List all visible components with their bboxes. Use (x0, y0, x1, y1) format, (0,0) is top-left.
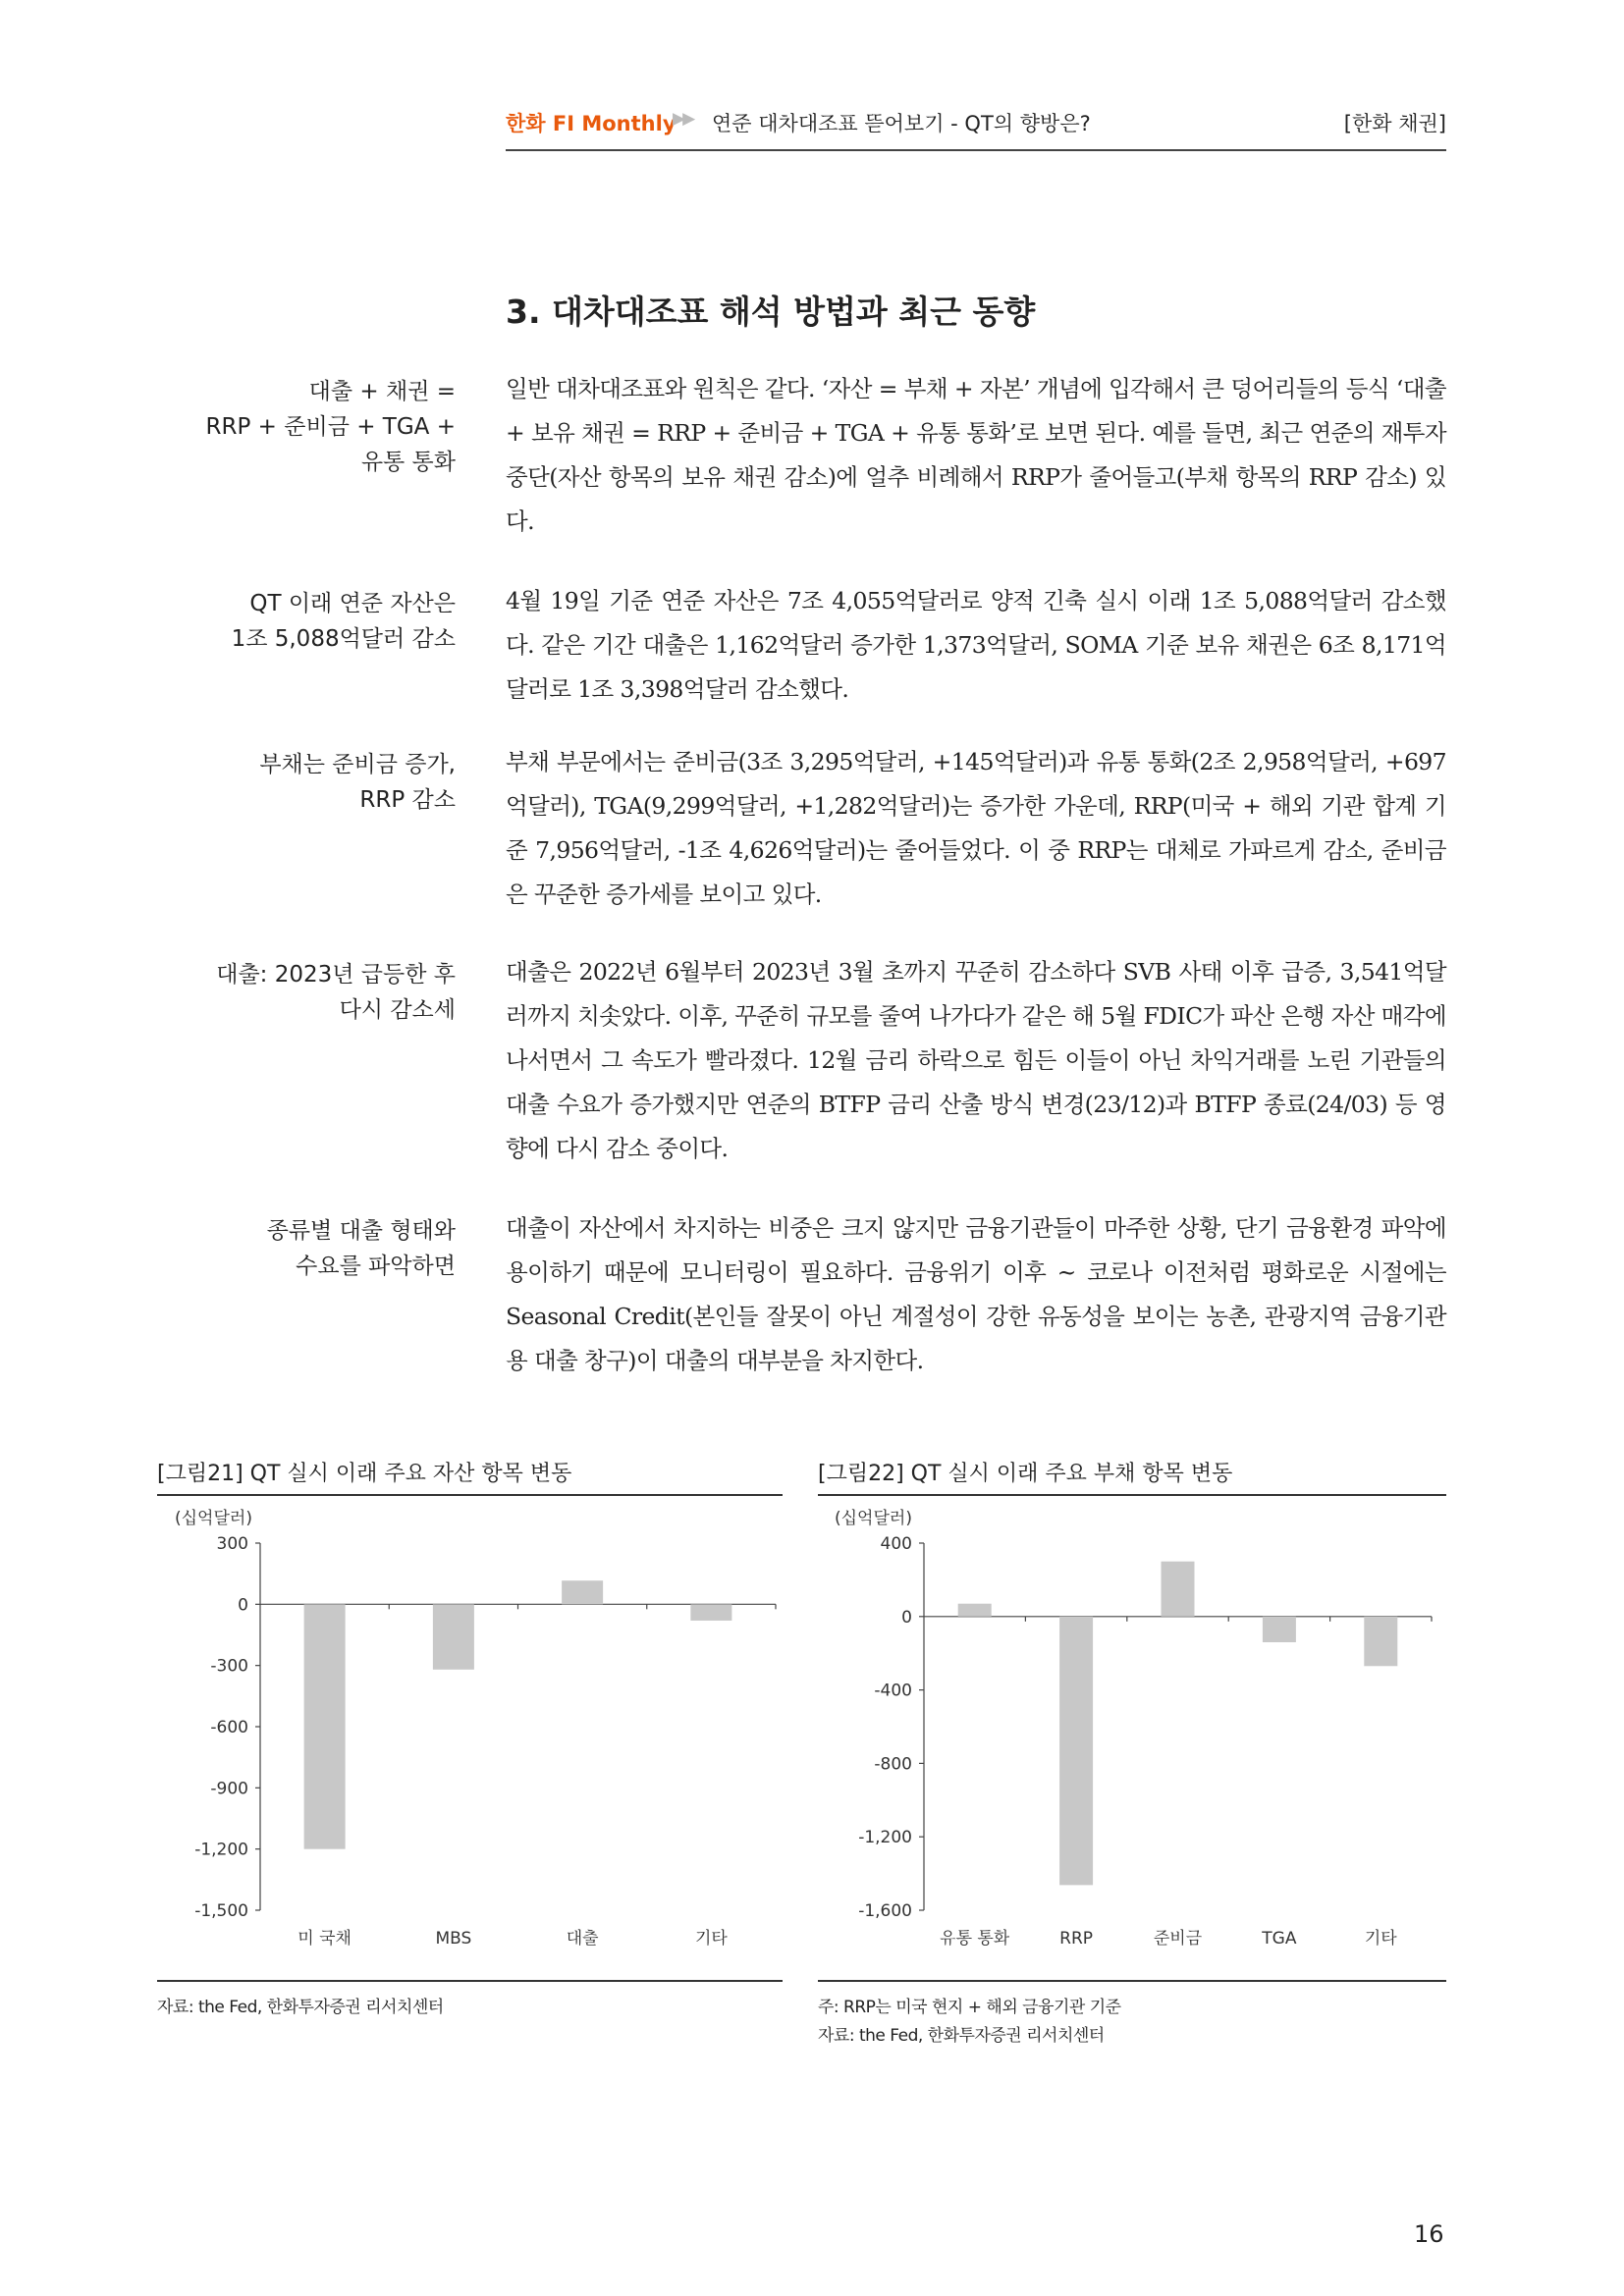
body-paragraph-2: 4월 19일 기준 연준 자산은 7조 4,055억달러로 양적 긴축 실시 이래 1조 5,088억달러 감소했다. 같은 기간 대출은 1,162억달러 증가한 1,373억달러, SOMA 기준 보유 채권은 6조 8,171억달러로 1조 3,398억달러 감소했다. (506, 587, 1446, 703)
figure-21-top-rule (157, 1494, 783, 1496)
chart-category-label: 기타 (694, 1929, 728, 1949)
figure-22-note: 주: RRP는 미국 현지 + 해외 금융기관 기준 (818, 1998, 1121, 2017)
chart-unit-label: (십억달러) (175, 1509, 252, 1528)
chart-bar (304, 1604, 346, 1848)
side-summary-5 (161, 1213, 456, 1284)
chart-bar (433, 1604, 474, 1669)
chart-y-tick-label: -800 (874, 1754, 912, 1775)
body-paragraph-3: 부채 부문에서는 준비금(3조 3,295억달러, +145억달러)과 유통 통화(2조 2,958억달러, +697억달러), TGA(9,299억달러, +1,282억달러)는 증가한 가운데, RRP(미국 + 해외 기관 합계 기준 7,956억달러, -1조 4,626억달러)는 줄어들었다. 이 중 RRP는 대체로 가파르게 감소, 준비금은 꾸준한 증가세를 보이고 있다. (506, 748, 1446, 908)
side-summary-line: 대출 + 채권 = (308, 379, 456, 404)
figure-22-bottom-rule (818, 1980, 1446, 1982)
chart-bar (1364, 1617, 1397, 1666)
body-paragraph-4: 대출은 2022년 6월부터 2023년 3월 초까지 꾸준히 감소하다 SVB 사태 이후 급증, 3,541억달러까지 치솟았다. 이후, 꾸준히 규모를 줄여 나가다가 같은 해 5월 FDIC가 파산 은행 자산 매각에 나서면서 그 속도가 빨라졌다. 12월 금리 하락으로 힘든 이들이 아닌 차익거래를 노린 기관들의 대출 수요가 증가했지만 연준의 BTFP 금리 산출 방식 변경(23/12)과 BTFP 종료(24/03) 등 영향에 다시 감소 중이다. (506, 958, 1446, 1162)
figure-22-title: [그림22] QT 실시 이래 주요 부채 항목 변동 (818, 1462, 1233, 1486)
chart-bar (690, 1604, 731, 1621)
chart-category-label: 대출 (566, 1929, 599, 1949)
chart-category-label: MBS (435, 1929, 472, 1949)
chart-bar (958, 1604, 992, 1617)
chart-y-tick-label: -1,200 (194, 1840, 248, 1860)
side-summary-line: 부채는 준비금 증가, (259, 752, 456, 777)
chart-bar (1263, 1617, 1296, 1642)
body-paragraph-5: 대출이 자산에서 차지하는 비중은 크지 않지만 금융기관들이 마주한 상황, 단기 금융환경 파악에 용이하기 때문에 모니터링이 필요하다. 금융위기 이후 ~ 코로나 이전처럼 평화로운 시절에는 Seasonal Credit(본인들 잘못이 아닌 계절성이 강한 유동성을 보이는 농촌, 관광지역 금융기관용 대출 창구)이 대출의 대부분을 차지한다. (506, 1214, 1446, 1374)
side-summary-line: 종류별 대출 형태와 (266, 1218, 456, 1244)
chart-category-label: 미 국채 (298, 1929, 352, 1949)
section-title: 3. 대차대조표 해석 방법과 최근 동향 (506, 293, 1036, 331)
side-summary-line: QT 이래 연준 자산은 (249, 591, 456, 616)
side-summary-line: 유통 통화 (360, 450, 456, 475)
chart-y-tick-label: 300 (216, 1534, 248, 1554)
side-summary-2 (161, 586, 456, 657)
figure-22-bar-chart (818, 1502, 1446, 1963)
chart-y-tick-label: -1,200 (858, 1828, 912, 1848)
chart-y-tick-label: -400 (874, 1681, 912, 1701)
chart-y-tick-label: -900 (210, 1779, 248, 1799)
side-summary-4 (161, 957, 456, 1028)
figure-21-bar-chart (157, 1502, 783, 1963)
side-summary-line: RRP + 준비금 + TGA + (205, 414, 456, 440)
header-brand: 한화 FI Monthly (506, 112, 677, 135)
page-number: 16 (1414, 2220, 1444, 2248)
side-summary-line: 다시 감소세 (339, 997, 456, 1023)
chart-y-tick-label: 400 (880, 1534, 912, 1554)
chart-y-tick-label: -1,500 (194, 1901, 248, 1921)
side-summary-line: 대출: 2023년 급등한 후 (216, 962, 456, 988)
page-header (506, 102, 1446, 151)
chart-y-tick-label: 0 (238, 1595, 248, 1616)
chart-category-label: 준비금 (1153, 1929, 1203, 1949)
chart-category-label: 기타 (1364, 1929, 1397, 1949)
chart-category-label: RRP (1059, 1929, 1094, 1949)
header-arrows-icon: ▶▶ (673, 109, 693, 129)
figure-22-top-rule (818, 1494, 1446, 1496)
header-report-title: 연준 대차대조표 뜯어보기 - QT의 향방은? (712, 112, 1091, 135)
chart-y-tick-label: 0 (901, 1607, 912, 1628)
side-summary-line: 수요를 파악하면 (296, 1254, 456, 1279)
figure-21-bottom-rule (157, 1980, 783, 1982)
chart-unit-label: (십억달러) (835, 1509, 912, 1528)
side-summary-line: 1조 5,088억달러 감소 (231, 626, 456, 652)
figure-21-title: [그림21] QT 실시 이래 주요 자산 항목 변동 (157, 1462, 572, 1486)
side-summary-1 (161, 374, 456, 480)
chart-y-tick-label: -1,600 (858, 1901, 912, 1921)
chart-y-tick-label: -300 (210, 1656, 248, 1677)
header-category-tag: [한화 채권] (1343, 112, 1446, 135)
chart-category-label: TGA (1262, 1929, 1297, 1949)
chart-bar (562, 1580, 603, 1604)
figure-22-source: 자료: the Fed, 한화투자증권 리서치센터 (818, 2026, 1105, 2046)
chart-y-tick-label: -600 (210, 1718, 248, 1737)
chart-category-label: 유통 통화 (940, 1929, 1010, 1949)
side-summary-3 (161, 747, 456, 818)
side-summary-line: RRP 감소 (359, 787, 456, 813)
body-paragraph-1: 일반 대차대조표와 원칙은 같다. ‘자산 = 부채 + 자본’ 개념에 입각해서 큰 덩어리들의 등식 ‘대출 + 보유 채권 = RRP + 준비금 + TGA + 유통 통화’로 보면 된다. 예를 들면, 최근 연준의 재투자 중단(자산 항목의 보유 채권 감소)에 얼추 비례해서 RRP가 줄어들고(부채 항목의 RRP 감소) 있다. (506, 375, 1446, 535)
chart-bar (1162, 1562, 1195, 1617)
figure-21-source: 자료: the Fed, 한화투자증권 리서치센터 (157, 1998, 444, 2017)
chart-bar (1059, 1617, 1093, 1886)
